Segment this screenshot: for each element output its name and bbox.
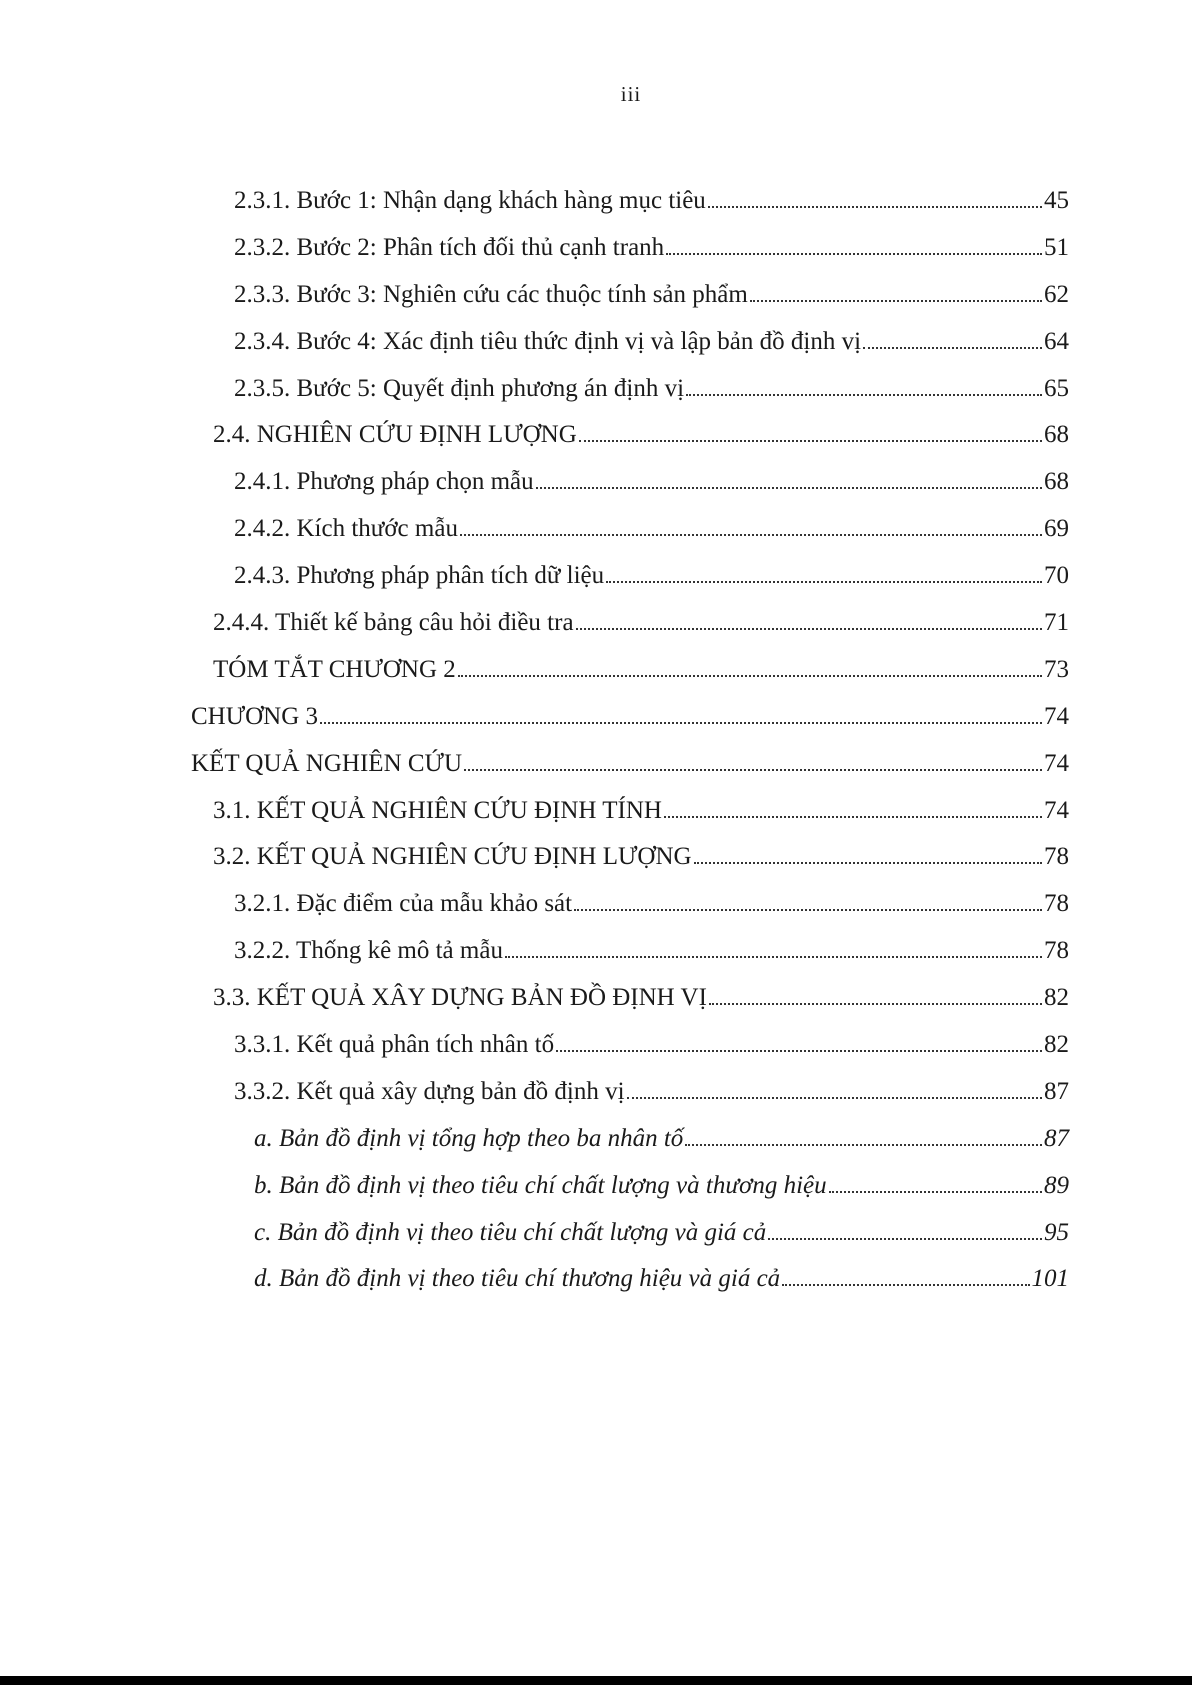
toc-entry[interactable]: [191, 656, 1069, 703]
toc-entry[interactable]: [191, 562, 1069, 609]
toc-entry-title: 3.1. KẾT QUẢ NGHIÊN CỨU ĐỊNH TÍNH: [213, 796, 662, 824]
toc-entry[interactable]: [191, 797, 1069, 844]
toc-entry-title: KẾT QUẢ NGHIÊN CỨU: [191, 749, 462, 777]
dot-leader: [863, 347, 1042, 349]
dot-leader: [829, 1191, 1042, 1193]
dot-leader: [574, 909, 1042, 911]
toc-entry-title: 3.3.2. Kết quả xây dựng bản đồ định vị: [234, 1077, 625, 1105]
toc-entry[interactable]: [191, 1219, 1069, 1266]
dot-leader: [606, 581, 1042, 583]
dot-leader: [685, 1144, 1042, 1146]
toc-entry-title: 2.4. NGHIÊN CỨU ĐỊNH LƯỢNG: [213, 421, 577, 449]
toc-entry[interactable]: [191, 843, 1069, 890]
toc-entry-page-number: 82: [1044, 1031, 1069, 1059]
toc-entry[interactable]: [191, 1031, 1069, 1078]
toc-entry[interactable]: [191, 890, 1069, 937]
toc-entry-page-number: 45: [1044, 187, 1069, 214]
toc-entry-page-number: 78: [1044, 890, 1069, 918]
toc-entry[interactable]: [191, 1265, 1069, 1312]
toc-entry-title: 3.3.1. Kết quả phân tích nhân tố: [234, 1031, 555, 1059]
dot-leader: [750, 300, 1042, 302]
toc-entry[interactable]: [191, 1125, 1069, 1172]
toc-entry[interactable]: [191, 609, 1069, 656]
toc-entry-page-number: 89: [1044, 1171, 1069, 1199]
toc-entry-page-number: 69: [1044, 515, 1069, 543]
toc-entry-title: 2.3.2. Bước 2: Phân tích đối thủ cạnh tranh: [234, 233, 665, 261]
toc-entry-page-number: 74: [1044, 749, 1069, 777]
page-number: iii: [620, 82, 642, 106]
toc-entry-title: 2.4.1. Phương pháp chọn mẫu: [234, 468, 534, 496]
toc-entry-title: 2.3.5. Bước 5: Quyết định phương án định vị: [234, 374, 685, 402]
toc-entry-page-number: 68: [1044, 468, 1069, 496]
toc-entry[interactable]: [191, 468, 1069, 515]
toc-entry[interactable]: [191, 281, 1069, 328]
toc-entry-page-number: 101: [1031, 1265, 1069, 1293]
toc-entry[interactable]: [191, 515, 1069, 562]
toc-entry-page-number: 65: [1044, 374, 1069, 402]
toc-entry-title: 3.2. KẾT QUẢ NGHIÊN CỨU ĐỊNH LƯỢNG: [213, 843, 692, 871]
toc-entry-title: TÓM TẮT CHƯƠNG 2: [213, 655, 456, 683]
toc-entry-page-number: 87: [1044, 1124, 1069, 1152]
toc-entry-title: 2.3.1. Bước 1: Nhận dạng khách hàng mục tiêu: [234, 187, 706, 214]
toc-entry-title: b. Bản đồ định vị theo tiêu chí chất lượng và thương hiệu: [254, 1171, 827, 1199]
dot-leader: [664, 816, 1042, 818]
toc-entry-title: 3.2.2. Thống kê mô tả mẫu: [234, 937, 503, 965]
dot-leader: [576, 628, 1042, 630]
dot-leader: [505, 956, 1042, 958]
toc-entry-title: 3.3. KẾT QUẢ XÂY DỰNG BẢN ĐỒ ĐỊNH VỊ: [213, 984, 707, 1012]
table-of-contents: [191, 187, 1069, 1312]
toc-entry-page-number: 62: [1044, 280, 1069, 308]
toc-entry[interactable]: [191, 750, 1069, 797]
toc-entry-title: 2.4.2. Kích thước mẫu: [234, 515, 458, 543]
dot-leader: [556, 1050, 1042, 1052]
dot-leader: [782, 1284, 1029, 1286]
toc-entry[interactable]: [191, 234, 1069, 281]
dot-leader: [460, 534, 1042, 536]
dot-leader: [709, 1003, 1042, 1005]
toc-entry-page-number: 95: [1044, 1218, 1069, 1246]
toc-entry-title: 3.2.1. Đặc điểm của mẫu khảo sát: [234, 890, 573, 918]
toc-entry[interactable]: [191, 1172, 1069, 1219]
dot-leader: [464, 769, 1042, 771]
toc-entry-page-number: 64: [1044, 327, 1069, 355]
toc-entry-title: 2.3.4. Bước 4: Xác định tiêu thức định vị và lập bản đồ định vị: [234, 327, 862, 355]
toc-entry-title: d. Bản đồ định vị theo tiêu chí thương hiệu và giá cả: [254, 1265, 781, 1293]
toc-entry-title: 2.4.3. Phương pháp phân tích dữ liệu: [234, 562, 605, 590]
dot-leader: [686, 394, 1042, 396]
dot-leader: [320, 722, 1042, 724]
toc-entry[interactable]: [191, 1078, 1069, 1125]
toc-entry-page-number: 68: [1044, 421, 1069, 449]
dot-leader: [627, 1097, 1042, 1099]
toc-entry[interactable]: [191, 984, 1069, 1031]
toc-entry-page-number: 78: [1044, 843, 1069, 871]
dot-leader: [579, 440, 1042, 442]
toc-entry-page-number: 71: [1044, 609, 1069, 637]
toc-entry-page-number: 74: [1044, 796, 1069, 824]
dot-leader: [458, 675, 1042, 677]
toc-entry-page-number: 73: [1044, 655, 1069, 683]
dot-leader: [694, 862, 1042, 864]
bottom-edge-bar: [0, 1676, 1192, 1685]
toc-entry-title: a. Bản đồ định vị tổng hợp theo ba nhân tố: [254, 1124, 684, 1152]
toc-entry-title: 2.4.4. Thiết kế bảng câu hỏi điều tra: [213, 609, 574, 637]
dot-leader: [768, 1238, 1042, 1240]
toc-entry[interactable]: [191, 703, 1069, 750]
toc-entry[interactable]: [191, 187, 1069, 234]
toc-entry[interactable]: [191, 328, 1069, 375]
toc-entry-title: c. Bản đồ định vị theo tiêu chí chất lượng và giá cả: [254, 1218, 767, 1246]
toc-entry-page-number: 78: [1044, 937, 1069, 965]
toc-entry-page-number: 51: [1044, 233, 1069, 261]
toc-entry-page-number: 74: [1044, 702, 1069, 730]
dot-leader: [536, 487, 1042, 489]
toc-entry-page-number: 70: [1044, 562, 1069, 590]
toc-entry[interactable]: [191, 421, 1069, 468]
toc-entry-page-number: 82: [1044, 984, 1069, 1012]
toc-entry[interactable]: [191, 375, 1069, 422]
toc-entry-title: 2.3.3. Bước 3: Nghiên cứu các thuộc tính sản phẩm: [234, 280, 748, 308]
dot-leader: [708, 206, 1042, 208]
dot-leader: [666, 253, 1042, 255]
toc-entry-page-number: 87: [1044, 1077, 1069, 1105]
toc-entry[interactable]: [191, 937, 1069, 984]
toc-entry-title: CHƯƠNG 3: [191, 702, 319, 730]
